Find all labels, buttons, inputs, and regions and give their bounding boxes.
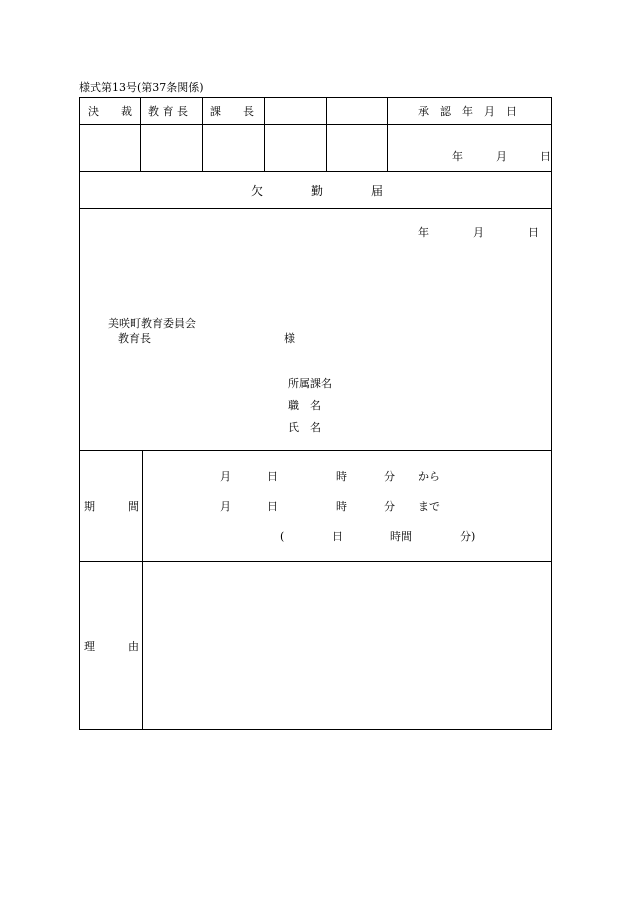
reason-label: 理 由 bbox=[84, 640, 139, 653]
to-minute: 分 bbox=[384, 500, 395, 513]
position-label: 職 名 bbox=[288, 399, 321, 412]
from-suffix: から bbox=[418, 470, 440, 483]
form-number: 様式第13号(第37条関係) bbox=[79, 81, 204, 94]
kacho-label: 課 長 bbox=[210, 105, 254, 118]
total-hours: 時間 bbox=[390, 530, 412, 543]
from-month: 月 bbox=[220, 470, 231, 483]
kyoikucho-label: 教 育 長 bbox=[148, 105, 188, 118]
name-label: 氏 名 bbox=[288, 421, 321, 434]
addressee-role: 教育長 bbox=[118, 332, 151, 345]
total-minutes: 分) bbox=[460, 530, 476, 543]
to-hour: 時 bbox=[336, 500, 347, 513]
approval-date-label: 承 認 年 月 日 bbox=[418, 105, 517, 118]
from-hour: 時 bbox=[336, 470, 347, 483]
from-minute: 分 bbox=[384, 470, 395, 483]
form-title: 欠 勤 届 bbox=[251, 184, 384, 198]
period-label: 期 間 bbox=[84, 500, 139, 513]
dept-label: 所属課名 bbox=[288, 377, 332, 390]
to-month: 月 bbox=[220, 500, 231, 513]
total-days: 日 bbox=[332, 530, 343, 543]
approval-date-field: 年 月 日 bbox=[452, 150, 551, 163]
application-date: 年 月 日 bbox=[418, 226, 539, 239]
honorific: 様 bbox=[284, 332, 295, 345]
addressee-org: 美咲町教育委員会 bbox=[108, 317, 196, 330]
from-day: 日 bbox=[267, 470, 278, 483]
to-day: 日 bbox=[267, 500, 278, 513]
total-open: ( bbox=[280, 530, 285, 543]
to-suffix: まで bbox=[418, 500, 440, 513]
reason-field[interactable] bbox=[143, 562, 551, 729]
kessai-label: 決 裁 bbox=[88, 105, 132, 118]
